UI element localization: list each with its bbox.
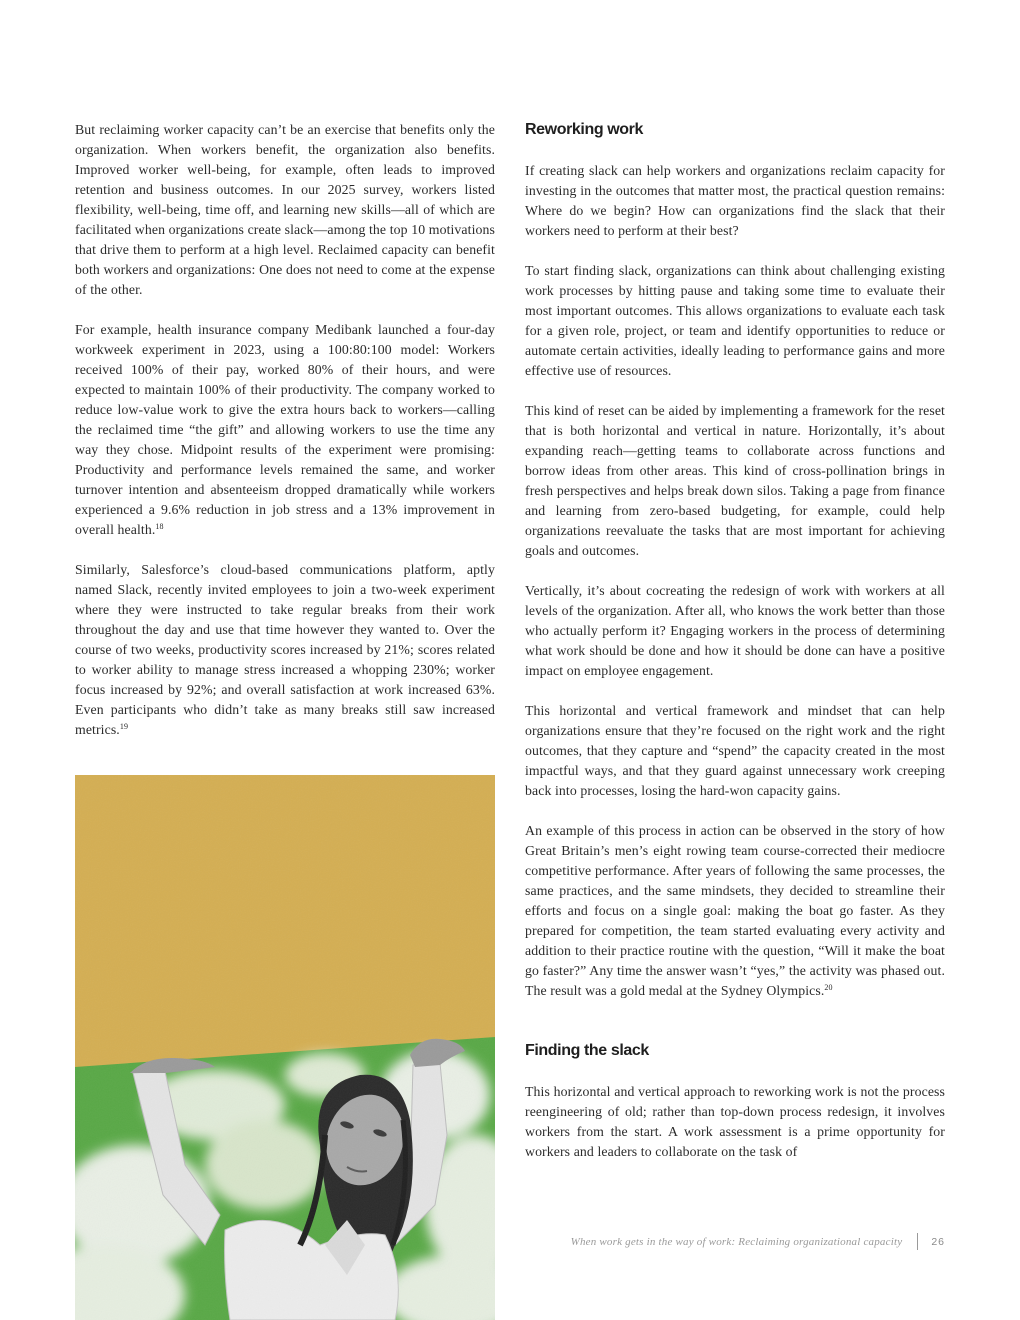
paragraph-text: This horizontal and vertical framework and mindset that can help organizations ensure that they’re focused on the right work and the right outcomes, that they capture and “spend” the capacity created in the most impactful ways, and that they guard against unnecessary work creeping back into processes, losing the hard-won capacity gains. [525, 703, 945, 798]
footnote-ref[interactable]: 20 [824, 983, 833, 992]
right-column [525, 120, 945, 1182]
page-footer [571, 1233, 945, 1250]
left-column [75, 120, 495, 760]
paragraph-text: An example of this process in action can be observed in the story of how Great Britain’s men’s eight rowing team course-corrected their mediocre competitive performance. After years of following the same processes, the same practices, and the same mindsets, they decided to streamline their efforts and focus on a single goal: making the boat go faster. As they prepared for competition, the team started evaluating every activity and addition to their practice routine with the question, “Will it make the boat go faster?” Any time the answer wasn’t “yes,” the activity was phased out. The result was a gold medal at the Sydney Olympics. [525, 823, 945, 998]
paragraph-text: This horizontal and vertical approach to reworking work is not the process reengineering of old; rather than top-down process redesign, it involves workers from the start. A work assessment is a prime opportunity for workers and leaders to collaborate on the task of [525, 1084, 945, 1159]
paragraph [525, 701, 945, 801]
paragraph-text: But reclaiming worker capacity can’t be an exercise that benefits only the organization. When workers benefit, the organization also benefits. Improved worker well-being, for example, often leads to improved retention and business outcomes. In our 2025 survey, workers listed flexibility, well-being, time off, and learning new skills—all of which are facilitated when organizations create slack—among the top 10 motivations that drive them to perform at a high level. Reclaimed capacity can benefit both workers and organizations: One does not need to come at the expense of the other. [75, 122, 495, 297]
section-heading: Finding the slack [525, 1042, 649, 1059]
section-heading: Reworking work [525, 121, 643, 138]
paragraph [75, 120, 495, 300]
paragraph [525, 821, 945, 1001]
paragraph [525, 161, 945, 241]
paragraph [75, 560, 495, 740]
section-finding-the-slack [525, 1041, 945, 1162]
footnote-ref[interactable]: 19 [119, 722, 129, 731]
paragraph-text: Similarly, Salesforce’s cloud-based communications platform, aptly named Slack, recently invited employees to join a two-week experiment where they were instructed to take regular breaks from their work throughout the day and use that time however they wanted to. Over the course of two weeks, productivity scores increased by 21%; scores related to worker ability to manage stress increased a whopping 230%; worker focus increased by 92%; and overall satisfaction at work increased 63%. Even participants who didn’t take as many breaks still saw increased metrics. [75, 562, 495, 737]
illustration-figure [75, 775, 495, 1320]
paragraph-text: Vertically, it’s about cocreating the redesign of work with workers at all levels of the organization. After all, who knows the work better than those who actually perform it? Engaging workers in the process of determining what work should be done and how it should be done can have a positive impact on employee engagement. [525, 583, 945, 678]
woman-lifting-panel-illustration [75, 775, 495, 1320]
paragraph-text: If creating slack can help workers and organizations reclaim capacity for investing in the outcomes that matter most, the practical question remains: Where do we begin? How can organizations find the slack that their workers need to perform at their best? [525, 163, 945, 238]
paragraph [525, 401, 945, 561]
footer-document-title: When work gets in the way of work: Reclaiming organizational capacity [570, 1235, 903, 1248]
footer-divider [917, 1233, 918, 1250]
section-reworking-work [525, 120, 945, 1001]
paragraph-text: For example, health insurance company Medibank launched a four-day workweek experiment in 2023, using a 100:80:100 model: Workers received 100% of their pay, worked 80% of their hours, and were expected to maintain 100% of their productivity. The company worked to reduce low-value work to give the extra hours back to workers—calling the reclaimed time “the gift” and allowing workers to use the time any way they chose. Midpoint results of the experiment were promising: Productivity and performance levels remained the same, and worker turnover intention and absenteeism dropped dramatically while workers experienced a 9.6% reduction in job stress and a 13% improvement in overall health. [75, 322, 495, 537]
paragraph [525, 581, 945, 681]
section-spacer [525, 1021, 945, 1041]
paragraph [525, 1082, 945, 1162]
footnote-ref[interactable]: 18 [155, 522, 164, 531]
paragraph-text: This kind of reset can be aided by implementing a framework for the reset that is both horizontal and vertical in nature. Horizontally, it’s about expanding reach—getting teams to collaborate across functions and borrow ideas from other areas. This kind of cross-pollination brings in fresh perspectives and helps break down silos. Taking a page from finance and learning from zero-based budgeting, for example, could help organizations reevaluate the tasks that are most important for achieving goals and outcomes. [525, 403, 945, 558]
paragraph [75, 320, 495, 540]
page-number: 26 [931, 1235, 945, 1248]
paragraph [525, 261, 945, 381]
paragraph-text: To start finding slack, organizations can think about challenging existing work processes by hitting pause and taking some time to evaluate their most important outcomes. This allows organizations to evaluate each task for a given role, project, or team and identify opportunities to reduce or automate certain activities, ideally leading to performance gains and more effective use of resources. [525, 263, 945, 378]
